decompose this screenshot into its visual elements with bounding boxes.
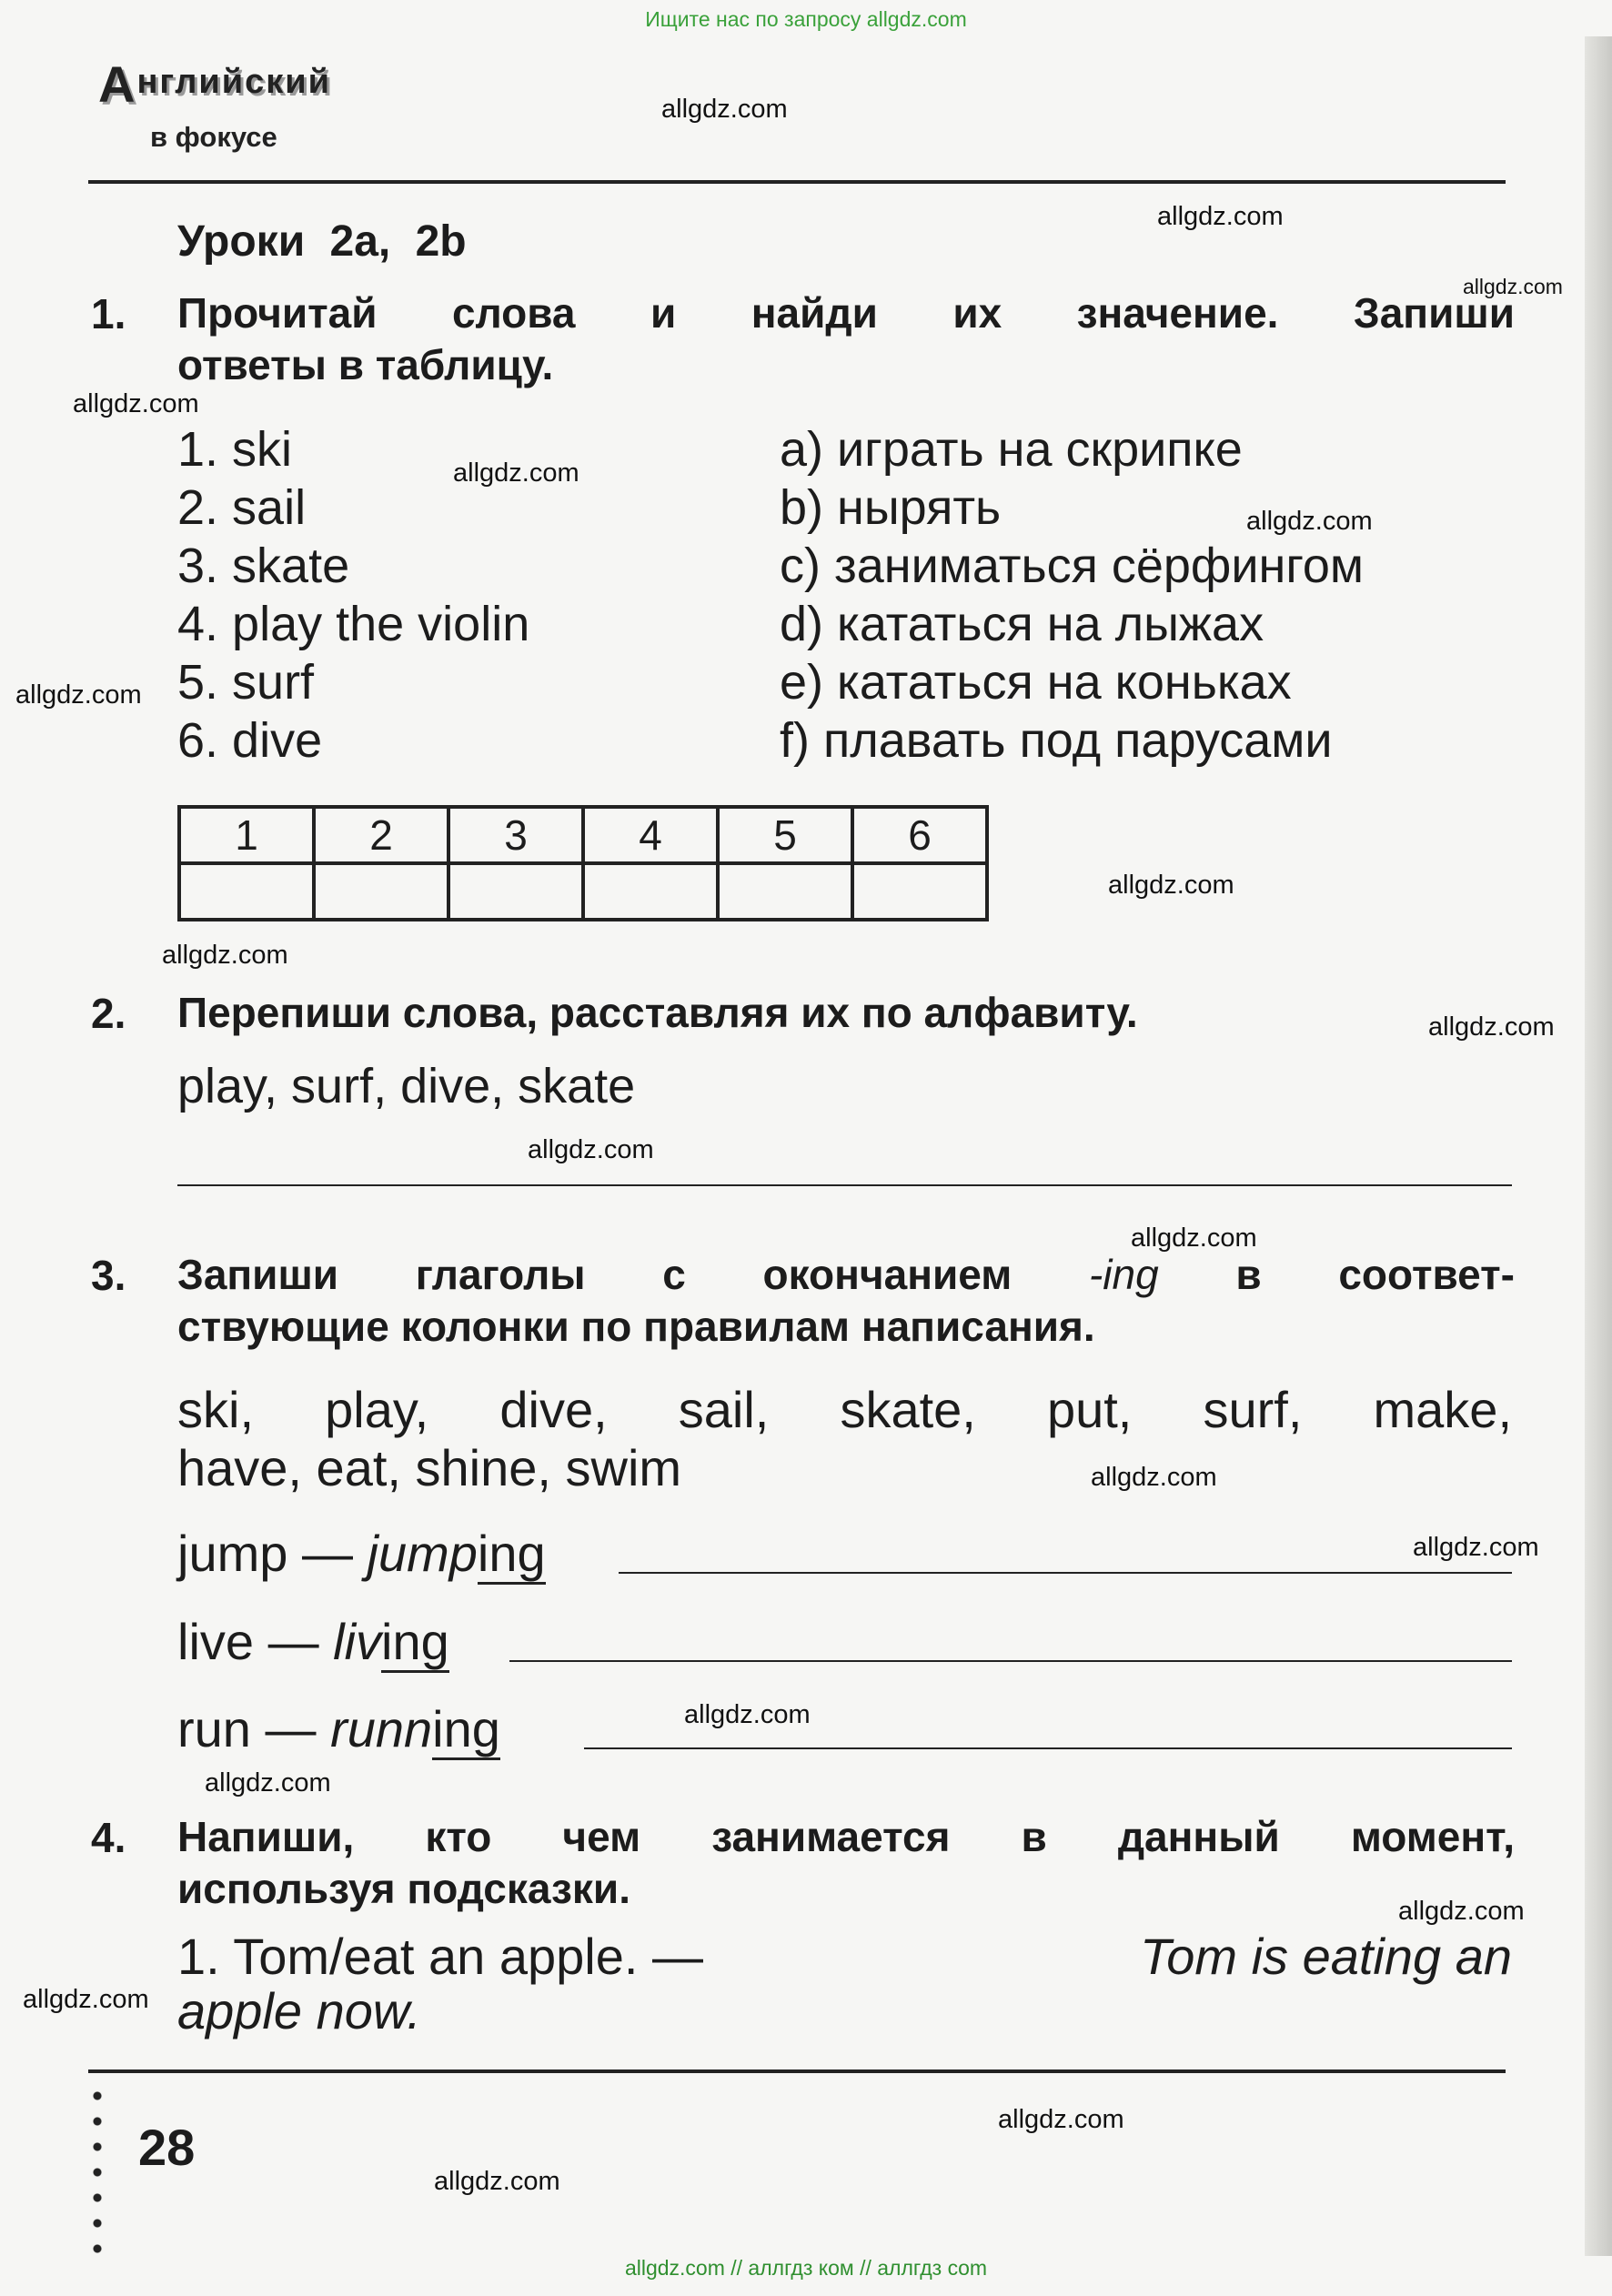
answer-cell[interactable] bbox=[852, 863, 987, 920]
watermark: allgdz.com bbox=[1428, 1012, 1555, 1042]
page-edge-shadow bbox=[1585, 36, 1612, 2256]
task-4-example-line-2 bbox=[177, 1981, 421, 2040]
task-3-text-part: в соответ- bbox=[1158, 1251, 1516, 1298]
lesson-title: Уроки 2a, 2b bbox=[177, 217, 467, 266]
answer-line[interactable] bbox=[619, 1572, 1512, 1574]
answer-line[interactable] bbox=[177, 1184, 1512, 1186]
example-ending: ing bbox=[432, 1700, 500, 1760]
meaning-item: d) кататься на лыжах bbox=[780, 597, 1264, 651]
ing-ending-label: -ing bbox=[1088, 1251, 1159, 1298]
word-item: 3. skate bbox=[177, 539, 350, 593]
watermark: allgdz.com bbox=[1131, 1224, 1257, 1253]
task-3-text-line-1 bbox=[177, 1249, 1515, 1301]
answer-line[interactable] bbox=[584, 1747, 1512, 1749]
example-stem: liv bbox=[333, 1613, 382, 1670]
answer-table-header-row bbox=[179, 807, 987, 863]
task-2-text: Перепиши слова, расставляя их по алфавиту. bbox=[177, 989, 1138, 1036]
watermark: allgdz.com bbox=[1108, 871, 1234, 900]
answer-table-header: 1 bbox=[179, 807, 314, 863]
watermark: allgdz.com bbox=[1398, 1897, 1525, 1926]
watermark: allgdz.com bbox=[1157, 202, 1284, 231]
meaning-item: c) заниматься сёрфингом bbox=[780, 539, 1364, 593]
task-3-number: 3. bbox=[91, 1252, 126, 1299]
answer-table-header: 4 bbox=[583, 807, 718, 863]
word-item: 2. sail bbox=[177, 480, 307, 535]
footer-rule bbox=[88, 2069, 1506, 2073]
word-item: 6. dive bbox=[177, 713, 323, 768]
logo-subtitle: в фокусе bbox=[150, 121, 277, 153]
example-base: jump bbox=[177, 1525, 288, 1582]
answer-table-input-row bbox=[179, 863, 987, 920]
meaning-item: f) плавать под парусами bbox=[780, 713, 1333, 768]
example-dash: — bbox=[250, 1700, 331, 1757]
header-rule bbox=[88, 180, 1506, 184]
logo-title-first-letter: А bbox=[98, 55, 137, 113]
example-jump bbox=[177, 1524, 546, 1583]
watermark: allgdz.com bbox=[1463, 275, 1563, 298]
watermark: allgdz.com bbox=[528, 1135, 654, 1164]
task-2-words: play, surf, dive, skate bbox=[177, 1059, 636, 1113]
task-3-text-line-2: ствующие колонки по правилам написания. bbox=[177, 1303, 1095, 1350]
word-item: 5. surf bbox=[177, 655, 315, 710]
watermark: allgdz.com bbox=[205, 1768, 331, 1798]
logo-title-rest: нглийский bbox=[136, 63, 332, 101]
example-dash: — bbox=[254, 1613, 334, 1670]
top-banner: Ищите нас по запросу allgdz.com bbox=[645, 7, 967, 31]
task-4-number: 4. bbox=[91, 1814, 126, 1861]
answer-cell[interactable] bbox=[179, 863, 314, 920]
task-4-text-line-1: Напиши, кто чем занимается в данный момент, bbox=[177, 1813, 1515, 1860]
watermark: allgdz.com bbox=[1413, 1533, 1539, 1562]
example-run bbox=[177, 1699, 500, 1758]
watermark: allgdz.com bbox=[162, 941, 288, 970]
task-3-text-part: Запиши глаголы с окончанием bbox=[177, 1251, 1089, 1298]
task-1-number: 1. bbox=[91, 290, 126, 337]
example-base: run bbox=[177, 1700, 251, 1757]
meaning-item: a) играть на скрипке bbox=[780, 422, 1243, 477]
word-item: 1. ski bbox=[177, 422, 293, 477]
watermark: allgdz.com bbox=[1091, 1463, 1217, 1492]
answer-table-header: 6 bbox=[852, 807, 987, 863]
word-item: 4. play the violin bbox=[177, 597, 530, 651]
example-prompt: 1. Tom/eat an apple. — bbox=[177, 1928, 703, 1985]
task-4-example bbox=[177, 1927, 1512, 1986]
answer-line[interactable] bbox=[509, 1660, 1512, 1662]
watermark: allgdz.com bbox=[453, 458, 579, 488]
example-base: live bbox=[177, 1613, 255, 1670]
verbs-line-2: have, eat, shine, swim bbox=[177, 1439, 682, 1496]
answer-table-header: 2 bbox=[314, 807, 448, 863]
task-1-text-line-1: Прочитай слова и найди их значение. Запиши bbox=[177, 289, 1515, 337]
watermark: allgdz.com bbox=[661, 95, 788, 124]
answer-table-header: 5 bbox=[718, 807, 852, 863]
example-stem: runn bbox=[330, 1700, 433, 1757]
bottom-banner: allgdz.com // аллгдз ком // аллгдз com bbox=[624, 2256, 988, 2280]
example-live bbox=[177, 1612, 449, 1671]
verbs-line-1: ski, play, dive, sail, skate, put, surf, make, bbox=[177, 1381, 1512, 1438]
task-4-text-line-2: используя подсказки. bbox=[177, 1865, 630, 1912]
watermark: allgdz.com bbox=[998, 2105, 1124, 2134]
example-stem: jump bbox=[367, 1525, 478, 1582]
watermark: allgdz.com bbox=[23, 1985, 149, 2014]
page-number: 28 bbox=[138, 2119, 196, 2176]
answer-table bbox=[177, 805, 989, 921]
dotted-margin bbox=[90, 2083, 105, 2256]
watermark: allgdz.com bbox=[1246, 507, 1373, 536]
meaning-item: e) кататься на коньках bbox=[780, 655, 1292, 710]
meaning-list bbox=[780, 420, 1364, 770]
watermark: allgdz.com bbox=[434, 2167, 560, 2196]
answer-cell[interactable] bbox=[448, 863, 583, 920]
task-2-number: 2. bbox=[91, 990, 126, 1037]
example-answer: apple now. bbox=[177, 1982, 421, 2039]
logo-title bbox=[98, 55, 331, 114]
answer-cell[interactable] bbox=[718, 863, 852, 920]
watermark: allgdz.com bbox=[73, 389, 199, 418]
example-ending: ing bbox=[478, 1525, 546, 1585]
task-1-text-line-2: ответы в таблицу. bbox=[177, 341, 554, 388]
example-ending: ing bbox=[381, 1613, 449, 1673]
meaning-item: b) нырять bbox=[780, 480, 1002, 535]
answer-cell[interactable] bbox=[583, 863, 718, 920]
example-dash: — bbox=[287, 1525, 368, 1582]
answer-table-header: 3 bbox=[448, 807, 583, 863]
watermark: allgdz.com bbox=[15, 680, 142, 710]
answer-cell[interactable] bbox=[314, 863, 448, 920]
example-answer: Tom is eating an bbox=[1140, 1928, 1512, 1985]
watermark: allgdz.com bbox=[684, 1700, 811, 1729]
